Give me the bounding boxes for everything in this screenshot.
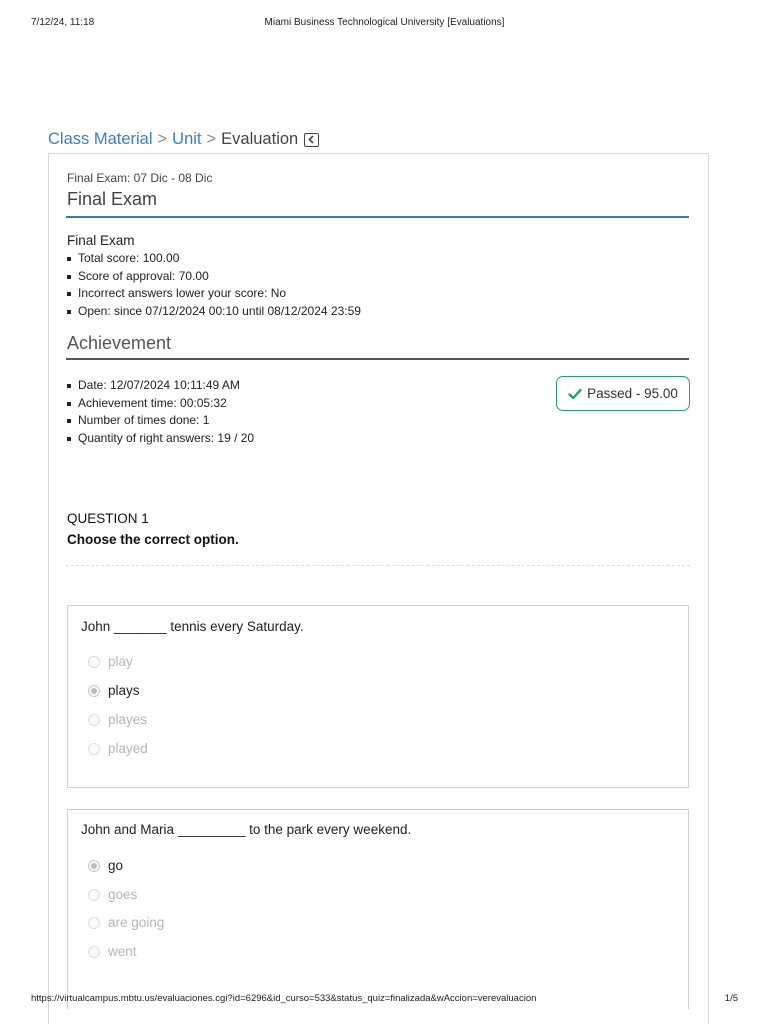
answer-option[interactable]: played <box>88 741 148 756</box>
radio-button[interactable] <box>88 656 100 668</box>
answer-option-selected[interactable]: go <box>88 858 123 873</box>
print-datetime: 7/12/24, 11:18 <box>31 17 95 28</box>
status-badge <box>556 376 690 411</box>
radio-button-checked[interactable] <box>88 860 100 872</box>
question-text: John and Maria _________ to the park every weekend. <box>81 822 412 837</box>
answer-option[interactable]: went <box>88 944 137 959</box>
breadcrumb-class-material[interactable]: Class Material <box>48 130 153 148</box>
question-text: John _______ tennis every Saturday. <box>81 619 304 634</box>
page-number: 1/5 <box>724 993 738 1004</box>
radio-button[interactable] <box>88 889 100 901</box>
title-divider <box>66 216 689 218</box>
question-item <box>67 605 689 788</box>
status-badge-label: Passed - 95.00 <box>587 386 678 401</box>
list-item: Quantity of right answers: 19 / 20 <box>67 430 254 448</box>
radio-button[interactable] <box>88 917 100 929</box>
breadcrumb-unit[interactable]: Unit <box>172 130 202 148</box>
exam-subtitle: Final Exam: 07 Dic - 08 Dic <box>67 171 213 185</box>
radio-button[interactable] <box>88 743 100 755</box>
list-item: Open: since 07/12/2024 00:10 until 08/12/2024 23:59 <box>67 303 361 321</box>
breadcrumb <box>48 130 319 149</box>
list-item: Score of approval: 70.00 <box>67 268 361 286</box>
radio-button[interactable] <box>88 946 100 958</box>
answer-option[interactable]: playes <box>88 712 147 727</box>
answer-option[interactable]: goes <box>88 887 137 902</box>
list-item: Achievement time: 00:05:32 <box>67 395 254 413</box>
achievement-title: Achievement <box>67 333 172 353</box>
print-footer <box>31 993 738 1007</box>
exam-info-list <box>67 250 361 320</box>
list-item: Number of times done: 1 <box>67 412 254 430</box>
question-item <box>67 809 689 1009</box>
question-heading: QUESTION 1 <box>67 511 149 526</box>
print-header <box>31 17 738 31</box>
breadcrumb-evaluation: Evaluation <box>221 130 299 148</box>
print-url: https://virtualcampus.mbtu.us/evaluaciones.cgi?id=6296&id_curso=533&status_quiz=finalizada&wAccion=verevaluacion <box>31 993 537 1004</box>
print-page-title: Miami Business Technological University [Evaluations] <box>264 17 505 28</box>
list-item: Incorrect answers lower your score: No <box>67 285 361 303</box>
achievement-divider <box>66 358 689 360</box>
answer-option-selected[interactable]: plays <box>88 683 140 698</box>
check-icon <box>568 388 582 400</box>
answer-option[interactable]: are going <box>88 915 164 930</box>
list-item: Date: 12/07/2024 10:11:49 AM <box>67 377 254 395</box>
breadcrumb-separator: > <box>157 130 168 148</box>
answer-option[interactable]: play <box>88 654 133 669</box>
breadcrumb-separator: > <box>206 130 217 148</box>
back-arrow-icon[interactable] <box>304 133 319 147</box>
radio-button[interactable] <box>88 714 100 726</box>
dashed-divider <box>66 565 690 566</box>
page-title: Final Exam <box>67 189 158 209</box>
exam-block-title: Final Exam <box>67 233 135 248</box>
list-item: Total score: 100.00 <box>67 250 361 268</box>
achievement-info-list <box>67 377 254 447</box>
radio-button-checked[interactable] <box>88 685 100 697</box>
question-instruction: Choose the correct option. <box>67 532 239 547</box>
